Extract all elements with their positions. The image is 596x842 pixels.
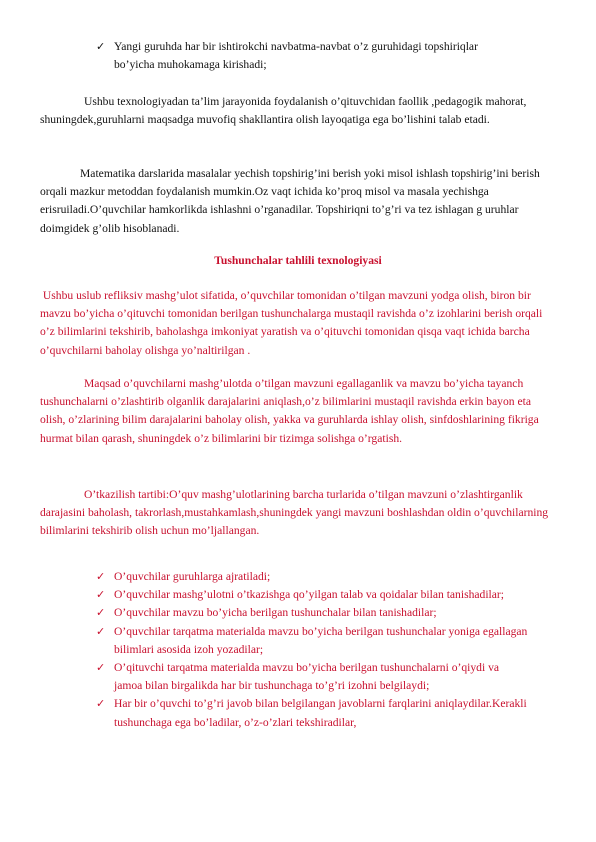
list-item-text: O’quvchilar mavzu bo’yicha berilgan tushunchalar bilan tanishadilar;: [114, 606, 437, 620]
check-icon: ✓: [96, 570, 106, 583]
list-item: [96, 586, 528, 604]
check-icon: ✓: [96, 606, 106, 620]
paragraph-text: Ushbu uslub refliksiv mashg’ulot sifatida, o’quvchilar tomonidan o’tilgan mavzuni yodga olish, biron bir mavzu bo’yicha o’qituvchi tomonidan berilgan tushunchalarga mustaqil ravishda o’z izohlarini berish orqali o’z bilimlarini tekshirib, baholashga imkoniyat yaratish va o’qituvchi tomonidan qisqa vaqt ichida barcha o’quvchilarni baholay olishga yo’naltirilgan .: [40, 289, 543, 357]
list-item-text: O’qituvchi tarqatma materialda mavzu bo’yicha berilgan tushunchalarni o’qiydi va jamoa bilan birgalikda har bir tushunchaga to’g’ri izohni belgilaydi;: [114, 661, 500, 693]
list-item: [96, 623, 528, 659]
list-item-text: O’quvchilar mashg’ulotni o’tkazishga qo’yilgan talab va qoidalar bilan tanishadilar;: [114, 588, 504, 602]
check-icon: ✓: [96, 40, 106, 53]
list-item-text: Har bir o’quvchi to’g’ri javob bilan belgilangan javoblarni farqlarini aniqlaydilar.Kerakli tushunchaga ega bo’ladilar, o’z-o’zlari tekshiradilar,: [114, 697, 527, 729]
paragraph-4: [40, 375, 550, 448]
list-item: [96, 568, 528, 586]
check-icon: ✓: [96, 624, 106, 638]
list-item: [96, 38, 516, 74]
paragraph-text: Ushbu texnologiyadan ta’lim jarayonida foydalanish o’qituvchidan faollik ,pedagogik mahorat, shuningdek,guruhlarni maqsadga muvofiq shakllantira olish layoqatiga ega bo’lishini talab etadi.: [40, 95, 527, 127]
list-item: [96, 604, 528, 622]
paragraph-1: [40, 93, 550, 129]
paragraph-text: Matematika darslarida masalalar yechish topshirig’ini berish yoki misol ishlash topshirig’ini berish orqali mazkur metoddan foydalanish mumkin.Oz vaqt ichida ko’proq misol va masala yechishga erisruiladi.O’quvchilar hamkorlikda ishlashni o’rganadilar. Topshiriqni to’g’ri va tez ishlagan g uruhlar doimgidek g’olib hisoblanadi.: [40, 167, 540, 235]
check-icon: ✓: [96, 588, 106, 602]
paragraph-text: O’tkazilish tartibi:O’quv mashg’ulotlarining barcha turlarida o’tilgan mavzuni o’zlashtirganlik darajasini baholash, takrorlash,mustahkamlash,shuningdek yangi mavzuni boshlashdan oldin o’quvchilarning bilimlarini tekshirib olish uchun mo’ljallangan.: [40, 488, 549, 538]
list-item-text: O’quvchilar guruhlarga ajratiladi;: [114, 570, 271, 583]
paragraph-2: [40, 165, 550, 238]
paragraph-3: [40, 287, 550, 360]
check-icon: ✓: [96, 661, 106, 675]
list-item-text: Yangi guruhda har bir ishtirokchi navbatma-navbat o’z guruhidagi topshiriqlar bo’yicha muhokamaga kirishadi;: [114, 40, 478, 72]
list-item: [96, 695, 528, 731]
steps-checklist: [96, 568, 528, 732]
paragraph-5: [40, 486, 550, 541]
paragraph-text: Maqsad o’quvchilarni mashg’ulotda o’tilgan mavzuni egallaganlik va mavzu bo’yicha tayanch tushunchalarni o’zlashtirib olganlik darajalarini aniqlash,o’z bilimlarini mustaqil ravishda erkin bayon eta olish, o’zlarining bilim darajalarini baholay olish, yakka va guruhlarda ishlay olish, sinfdoshlarining fikriga hurmat bilan qarash, shuningdek o’z bilimlarini bir tizimga solishga o’rgatish.: [40, 377, 539, 445]
list-item-text: O’quvchilar tarqatma materialda mavzu bo’yicha berilgan tushunchalar yoniga egallagan bilimlari asosida izoh yozadilar;: [114, 624, 528, 656]
check-icon: ✓: [96, 697, 106, 711]
section-title: Tushunchalar tahlili texnologiyasi: [214, 254, 382, 267]
top-checklist: [96, 38, 516, 74]
list-item: [96, 659, 528, 695]
